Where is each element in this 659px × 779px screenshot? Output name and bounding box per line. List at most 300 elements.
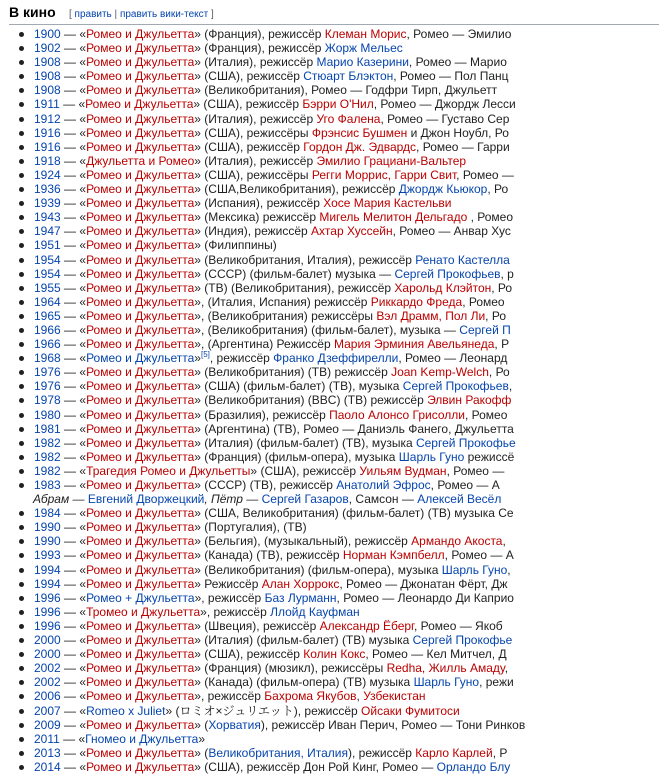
- list-bullet: [19, 596, 24, 601]
- film-title-link[interactable]: Ромео и Джульетта: [86, 534, 195, 549]
- film-details: ), режиссёр: [348, 745, 416, 760]
- person-link[interactable]: Вэл Драмм, Пол Ли: [376, 308, 486, 323]
- list-bullet: [19, 398, 24, 403]
- list-bullet: [19, 666, 24, 671]
- list-bullet: [19, 441, 24, 446]
- film-list-item: [0, 563, 659, 577]
- close-quote: »: [194, 308, 201, 323]
- film-details: (Испания), режиссёр: [200, 196, 324, 211]
- close-quote: »: [194, 83, 201, 98]
- film-list-item: [0, 633, 659, 647]
- film-title-link[interactable]: Ромео и Джульетта: [86, 322, 195, 337]
- film-list-item: [0, 112, 659, 126]
- film-title-link[interactable]: Трагедия Ромео и Джульетты: [86, 463, 251, 478]
- person-link[interactable]: Анатолий Эфрос: [336, 478, 431, 492]
- dash-separator: —: [60, 478, 80, 492]
- film-title-link[interactable]: Ромео и Джульетта: [86, 435, 195, 450]
- film-list-item: [0, 534, 659, 548]
- person-link[interactable]: Ренато Кастелла: [415, 252, 510, 267]
- film-details: , Самсон —: [348, 492, 418, 507]
- year-link[interactable]: 1912: [34, 111, 61, 126]
- open-quote: «: [79, 689, 87, 704]
- year-link[interactable]: 1911: [34, 97, 60, 112]
- film-list-item: [0, 238, 659, 252]
- film-title-link[interactable]: Ромео и Джульетта: [86, 252, 195, 267]
- film-title-link[interactable]: Ромео и Джульетта: [86, 717, 195, 732]
- film-details: , Ромео — Леонардо Ди Каприо: [336, 590, 514, 605]
- person-link[interactable]: Карло Карлей: [415, 745, 493, 760]
- year-link[interactable]: 1939: [34, 196, 61, 211]
- edit-link[interactable]: править: [74, 9, 112, 20]
- person-link[interactable]: Харольд Клэйтон: [394, 280, 492, 295]
- dash-separator: —: [60, 139, 80, 154]
- film-details: , (Италия, Испания) режиссёр: [200, 294, 371, 309]
- film-title-link[interactable]: Ромео и Джульетта: [86, 210, 195, 225]
- film-list-item: [0, 506, 659, 520]
- dash-separator: —: [60, 266, 80, 281]
- film-list-item: [0, 422, 659, 436]
- film-title-link[interactable]: Ромео и Джульетта: [86, 478, 195, 492]
- film-list-item: [0, 647, 659, 661]
- film-title-link[interactable]: Romeo x Juliet: [86, 703, 166, 718]
- film-title-link[interactable]: Джульетта и Ромео: [86, 153, 195, 168]
- year-link[interactable]: 1983: [34, 478, 61, 492]
- person-link[interactable]: Хосе Мария Кастельви: [323, 196, 452, 211]
- film-details: , Ро: [485, 308, 506, 323]
- person-link[interactable]: Шарль Гуно: [413, 675, 480, 690]
- dash-separator: —: [60, 69, 80, 84]
- film-title-link[interactable]: Ромео и Джульетта: [86, 196, 195, 211]
- close-quote: »: [194, 647, 201, 662]
- film-details: режиссё: [464, 449, 515, 464]
- year-link[interactable]: 1996: [34, 604, 61, 619]
- open-quote: «: [79, 351, 87, 366]
- person-link[interactable]: Александр Ёберг: [319, 618, 414, 633]
- list-bullet: [19, 413, 24, 418]
- person-link[interactable]: Стюарт Блэктон: [303, 69, 394, 84]
- film-details: , Ромео — Эмилио: [406, 27, 512, 41]
- film-list-item: [0, 281, 659, 295]
- person-link[interactable]: Уильям Вудман: [359, 463, 447, 478]
- film-title-link[interactable]: Ромео и Джульетта: [86, 379, 195, 394]
- close-quote: »: [194, 365, 201, 380]
- film-details: (ロミオ×ジュリエット), режиссёр: [172, 703, 362, 718]
- section-title: В кино: [9, 4, 56, 20]
- person-link[interactable]: Мария Эрминия Авельянеда: [333, 337, 495, 352]
- film-list-item: [0, 27, 659, 41]
- year-link[interactable]: 1936: [34, 182, 61, 197]
- list-bullet: [19, 356, 24, 361]
- close-quote: »: [194, 618, 201, 633]
- close-quote: »: [194, 717, 201, 732]
- film-details: ), режиссёр Иван Перич, Ромео — Тони Ринков: [260, 717, 526, 732]
- year-link[interactable]: 1990: [34, 534, 61, 549]
- dash-separator: —: [60, 618, 80, 633]
- film-details: ,: [508, 379, 513, 394]
- person-link[interactable]: Шарль Гуно: [398, 449, 465, 464]
- film-title-link[interactable]: Ромео и Джульетта: [86, 41, 195, 56]
- film-list-item: [0, 689, 659, 703]
- person-link[interactable]: Сергей Прокофье: [412, 633, 513, 648]
- person-link[interactable]: Джордж Кьюкор: [398, 182, 488, 197]
- film-details: (Великобритания), Ромео — Годфри Тирп, Джульетт: [200, 83, 498, 98]
- year-link[interactable]: 1916: [34, 125, 61, 140]
- dash-separator: —: [60, 421, 80, 436]
- person-link[interactable]: Армандо Акоста: [411, 534, 503, 549]
- year-link[interactable]: 1908: [34, 83, 61, 98]
- list-bullet: [19, 384, 24, 389]
- open-quote: «: [79, 167, 87, 182]
- film-details: (США), режиссёры: [200, 125, 312, 140]
- film-title-link[interactable]: Ромео и Джульетта: [86, 365, 195, 380]
- list-bullet: [19, 131, 24, 136]
- film-details: (США), режиссёр: [200, 97, 303, 112]
- film-title-link[interactable]: Ромео и Джульетта: [86, 633, 195, 648]
- open-quote: «: [79, 224, 87, 239]
- close-quote: »: [194, 562, 201, 577]
- film-details: (Италия), режиссёр: [200, 55, 317, 70]
- close-quote: »: [194, 182, 201, 197]
- film-title-link[interactable]: Ромео и Джульетта: [86, 182, 195, 197]
- year-link[interactable]: 1947: [34, 224, 61, 239]
- year-link[interactable]: 1902: [34, 41, 61, 56]
- film-title-link[interactable]: Ромео и Джульетта: [86, 576, 195, 591]
- person-link[interactable]: Эмилио Грациани-Вальтер: [316, 153, 467, 168]
- person-link[interactable]: Элвин Ракофф: [427, 393, 512, 408]
- list-bullet: [19, 694, 24, 699]
- year-link[interactable]: 1981: [34, 421, 61, 436]
- close-quote: »: [194, 506, 201, 521]
- close-quote: »: [194, 661, 201, 676]
- year-link[interactable]: 1996: [34, 590, 61, 605]
- film-title-link[interactable]: Ромео и Джульетта: [86, 83, 195, 98]
- year-link[interactable]: 1994: [34, 562, 61, 577]
- film-title-link[interactable]: Ромео и Джульетта: [86, 69, 195, 84]
- person-link[interactable]: Хорватия: [208, 717, 261, 732]
- film-title-link[interactable]: Ромео и Джульетта: [86, 407, 195, 422]
- year-link[interactable]: 1908: [34, 69, 61, 84]
- person-link[interactable]: Клеман Морис: [324, 27, 407, 41]
- film-details: (Франция), режиссёр: [200, 41, 325, 56]
- year-link[interactable]: 1943: [34, 210, 61, 225]
- film-title-link[interactable]: Ромео и Джульетта: [86, 55, 195, 70]
- year-link[interactable]: 1976: [34, 379, 61, 394]
- film-details: , Ро: [487, 182, 509, 197]
- dash-separator: —: [60, 196, 80, 211]
- film-title-link[interactable]: Ромео и Джульетта: [86, 506, 195, 521]
- film-details: , Ромео — Гарри: [416, 139, 510, 154]
- close-quote: »: [194, 252, 201, 267]
- film-title-link[interactable]: Ромео и Джульетта: [86, 745, 195, 760]
- edit-bracket-open: [: [68, 9, 72, 20]
- edit-wikitext-link[interactable]: править вики-текст: [119, 9, 209, 20]
- open-quote: «: [79, 393, 87, 408]
- open-quote: «: [79, 534, 87, 549]
- open-quote: «: [79, 407, 87, 422]
- film-details: , Р: [492, 745, 508, 760]
- list-bullet: [19, 525, 24, 530]
- open-quote: «: [79, 717, 87, 732]
- dash-separator: —: [60, 745, 80, 760]
- film-title-link[interactable]: Ромео и Джульетта: [86, 393, 195, 408]
- film-title-link[interactable]: Ромео и Джульетта: [86, 266, 195, 281]
- close-quote: »: [194, 41, 201, 56]
- list-bullet: [19, 314, 24, 319]
- year-link[interactable]: 1968: [34, 351, 61, 366]
- person-link[interactable]: Сергей Прокофьев: [394, 266, 501, 281]
- film-title-link[interactable]: Ромео и Джульетта: [86, 294, 195, 309]
- year-link[interactable]: 1993: [34, 548, 61, 563]
- dash-separator: —: [60, 633, 80, 648]
- year-link[interactable]: 2000: [34, 633, 61, 648]
- year-link[interactable]: 1908: [34, 55, 61, 70]
- open-quote: «: [79, 576, 87, 591]
- year-link[interactable]: 1990: [34, 520, 61, 535]
- film-title-link[interactable]: Ромео и Джульетта: [86, 562, 195, 577]
- section-heading: [9, 4, 659, 25]
- list-bullet: [19, 469, 24, 474]
- film-title-link[interactable]: Ромео и Джульетта: [86, 618, 195, 633]
- list-bullet: [19, 46, 24, 51]
- person-link[interactable]: Марио Казерини: [316, 55, 409, 70]
- year-link[interactable]: 1954: [34, 266, 61, 281]
- film-title-link[interactable]: Ромео и Джульетта: [86, 647, 195, 662]
- film-list-item: [0, 69, 659, 83]
- close-quote: »: [194, 139, 201, 154]
- year-link[interactable]: 1900: [34, 27, 61, 41]
- person-link[interactable]: Норман Кэмпбелл: [342, 548, 445, 563]
- close-quote: »: [194, 548, 201, 563]
- year-link[interactable]: 1994: [34, 576, 61, 591]
- film-list-item: [0, 41, 659, 55]
- film-details: , Ромео — Пол Панц: [393, 69, 509, 84]
- film-details: (Франция) (фильм-опера), музыка: [200, 449, 399, 464]
- film-title-link[interactable]: Ромео и Джульетта: [86, 675, 195, 690]
- year-link[interactable]: 2002: [34, 675, 61, 690]
- person-link[interactable]: Гордон Дж. Эдвардс: [303, 139, 417, 154]
- person-link[interactable]: Сергей П: [459, 322, 511, 337]
- film-title-link[interactable]: Гномео и Джульетта: [85, 731, 199, 746]
- open-quote: «: [78, 97, 86, 112]
- open-quote: «: [79, 379, 87, 394]
- film-title-link[interactable]: Ромео и Джульетта: [86, 421, 195, 436]
- year-link[interactable]: 2013: [34, 745, 61, 760]
- person-link[interactable]: Баз Лурманн: [264, 590, 337, 605]
- film-title-link[interactable]: Ромео и Джульетта: [86, 689, 195, 704]
- year-link[interactable]: 1916: [34, 139, 61, 154]
- year-link[interactable]: 2014: [34, 759, 61, 774]
- open-quote: «: [79, 83, 87, 98]
- film-details: , (Великобритания) режиссёры: [200, 308, 377, 323]
- film-list: [0, 27, 659, 774]
- list-bullet: [19, 553, 24, 558]
- film-title-link[interactable]: Ромео и Джульетта: [86, 125, 195, 140]
- year-link[interactable]: 1965: [34, 308, 61, 323]
- close-quote: »: [194, 196, 201, 211]
- person-link[interactable]: Алексей Весёл: [417, 492, 502, 507]
- person-link[interactable]: Ахтар Хуссейн: [311, 224, 393, 239]
- person-link[interactable]: Регги Моррис, Гарри Свит: [311, 167, 457, 182]
- year-link[interactable]: 1951: [34, 238, 61, 253]
- dash-separator: —: [60, 238, 80, 253]
- person-link[interactable]: Сергей Прокофьев: [402, 379, 509, 394]
- dash-separator: —: [60, 365, 80, 380]
- dash-separator: —: [60, 41, 80, 56]
- film-list-item: [0, 224, 659, 238]
- film-details: , режиссёр: [200, 689, 265, 704]
- open-quote: «: [79, 69, 87, 84]
- person-link[interactable]: Сергей Прокофье: [415, 435, 516, 450]
- film-title-link[interactable]: Ромео и Джульетта: [86, 27, 195, 41]
- film-list-item: [0, 309, 659, 323]
- footnote-ref[interactable]: [5]: [200, 351, 210, 360]
- open-quote: «: [79, 604, 87, 619]
- close-quote: »: [194, 337, 201, 352]
- year-link[interactable]: 2006: [34, 689, 61, 704]
- film-title-link[interactable]: Ромео и Джульетта: [86, 759, 195, 774]
- person-link[interactable]: Фрэнсис Бушмен: [311, 125, 408, 140]
- film-details: (Франция), режиссёр: [200, 27, 325, 41]
- film-list-item: [0, 520, 659, 534]
- person-link[interactable]: Риккардо Фреда: [370, 294, 463, 309]
- country-link[interactable]: Узбекистан: [363, 689, 426, 704]
- open-quote: «: [79, 238, 87, 253]
- film-details: (Филиппины): [200, 238, 277, 253]
- film-title-link[interactable]: Ромео и Джульетта: [86, 337, 195, 352]
- film-title-link[interactable]: Ромео и Джульетта: [86, 280, 195, 295]
- film-details: , Ромео — Густаво Сер: [380, 111, 510, 126]
- list-bullet: [19, 102, 24, 107]
- list-bullet: [19, 201, 24, 206]
- film-title-link[interactable]: Ромео и Джульетта: [86, 167, 195, 182]
- close-quote: »: [194, 449, 201, 464]
- film-title-link[interactable]: Ромео и Джульетта: [85, 97, 194, 112]
- dash-separator: —: [60, 55, 80, 70]
- year-link[interactable]: 1982: [34, 449, 61, 464]
- film-list-item: [0, 577, 659, 591]
- person-link[interactable]: Joan Kemp-Welch: [391, 365, 489, 380]
- film-details: (Канада) (ТВ), режиссёр: [200, 548, 343, 563]
- close-quote: »: [250, 463, 258, 478]
- year-link[interactable]: 1954: [34, 252, 61, 267]
- film-details: (Швеция), режиссёр: [200, 618, 320, 633]
- film-details: (Великобритания) (ТВ) режиссёр: [200, 365, 392, 380]
- film-list-item: [0, 267, 659, 281]
- film-title-link[interactable]: Ромео и Джульетта: [86, 661, 195, 676]
- year-link[interactable]: 2000: [34, 647, 61, 662]
- open-quote: «: [79, 139, 87, 154]
- close-quote: »: [194, 534, 201, 549]
- dash-separator: —: [60, 83, 80, 98]
- film-title-link[interactable]: Ромео и Джульетта: [86, 548, 195, 563]
- person-link[interactable]: Великобритания, Италия: [208, 745, 348, 760]
- film-title-link[interactable]: Ромео и Джульетта: [86, 308, 195, 323]
- person-link[interactable]: Орландо Блу: [436, 759, 511, 774]
- year-link[interactable]: 1978: [34, 393, 61, 408]
- person-link[interactable]: Ойсаки Фумитоси: [361, 703, 460, 718]
- year-link[interactable]: 2007: [34, 703, 61, 718]
- film-list-item: [0, 436, 659, 450]
- film-title-link[interactable]: Ромео и Джульетта: [86, 111, 195, 126]
- person-link[interactable]: Алан Хоррокс: [261, 576, 340, 591]
- year-link[interactable]: 1966: [34, 322, 61, 337]
- film-list-item: [0, 253, 659, 267]
- year-link[interactable]: 1982: [34, 435, 61, 450]
- year-link[interactable]: 1984: [34, 506, 61, 521]
- open-quote: «: [79, 618, 87, 633]
- list-bullet: [19, 286, 24, 291]
- film-title-link[interactable]: Ромео и Джульетта: [86, 139, 195, 154]
- film-list-item: [0, 718, 659, 732]
- person-link[interactable]: Redha, Жилль Амаду: [386, 661, 505, 676]
- film-details: , Ромео: [464, 407, 508, 422]
- film-details: ,: [504, 661, 509, 676]
- person-link[interactable]: Франко Дзеффирелли: [273, 351, 399, 366]
- film-title-link[interactable]: Ромео и Джульетта: [86, 351, 195, 366]
- year-link[interactable]: 1964: [34, 294, 61, 309]
- film-details: (США), режиссёр: [257, 463, 360, 478]
- open-quote: «: [79, 633, 87, 648]
- person-link[interactable]: Сергей Газаров: [261, 492, 349, 507]
- person-link[interactable]: Паоло Алонсо Грисолли: [329, 407, 465, 422]
- year-link[interactable]: 2009: [34, 717, 61, 732]
- film-details: , Ромео — Джонатан Фёрт, Дж: [339, 576, 508, 591]
- person-link[interactable]: Жорж Мельес: [324, 41, 403, 56]
- year-link[interactable]: 1955: [34, 280, 61, 295]
- film-list-item: [0, 450, 659, 464]
- year-link[interactable]: 2002: [34, 661, 61, 676]
- list-bullet: [19, 680, 24, 685]
- person-link[interactable]: Уго Фалена: [316, 111, 381, 126]
- person-link[interactable]: Евгений Дворжецкий: [87, 492, 205, 507]
- film-details: (Великобритания) (BBC) (ТВ) режиссёр: [200, 393, 428, 408]
- year-link[interactable]: 1976: [34, 365, 61, 380]
- person-link[interactable]: Бахромa Якубов: [264, 689, 357, 704]
- film-details: ,: [356, 689, 364, 704]
- open-quote: «: [79, 478, 87, 492]
- person-link[interactable]: Шарль Гуно: [441, 562, 508, 577]
- dash-separator: —: [60, 520, 80, 535]
- list-bullet: [19, 483, 24, 488]
- film-title-link[interactable]: Ромео и Джульетта: [86, 238, 195, 253]
- person-link[interactable]: Бэрри О'Нил: [302, 97, 374, 112]
- person-link[interactable]: Мигель Мелитон Дельгадо: [319, 210, 468, 225]
- year-link[interactable]: 1980: [34, 407, 61, 422]
- list-bullet: [19, 427, 24, 432]
- dash-separator: —: [60, 224, 80, 239]
- year-link[interactable]: 1996: [34, 618, 61, 633]
- year-link[interactable]: 2011: [34, 731, 60, 746]
- film-title-link[interactable]: Ромео и Джульетта: [86, 520, 195, 535]
- year-link[interactable]: 1982: [34, 463, 61, 478]
- year-link[interactable]: 1918: [34, 153, 61, 168]
- year-link[interactable]: 1924: [34, 167, 61, 182]
- film-list-item: [0, 365, 659, 379]
- film-title-link[interactable]: Ромео + Джульетта: [86, 590, 195, 605]
- person-link[interactable]: Ллойд Кауфман: [270, 604, 360, 619]
- film-title-link[interactable]: Ромео и Джульетта: [86, 224, 195, 239]
- person-link[interactable]: Колин Кокс: [303, 647, 366, 662]
- list-bullet: [19, 511, 24, 516]
- film-title-link[interactable]: Тромео и Джульетта: [86, 604, 201, 619]
- dash-separator: —: [60, 689, 80, 704]
- film-title-link[interactable]: Ромео и Джульетта: [86, 449, 195, 464]
- open-quote: «: [79, 661, 87, 676]
- open-quote: «: [79, 520, 87, 535]
- list-bullet: [19, 370, 24, 375]
- close-quote: »: [194, 407, 201, 422]
- year-link[interactable]: 1966: [34, 337, 61, 352]
